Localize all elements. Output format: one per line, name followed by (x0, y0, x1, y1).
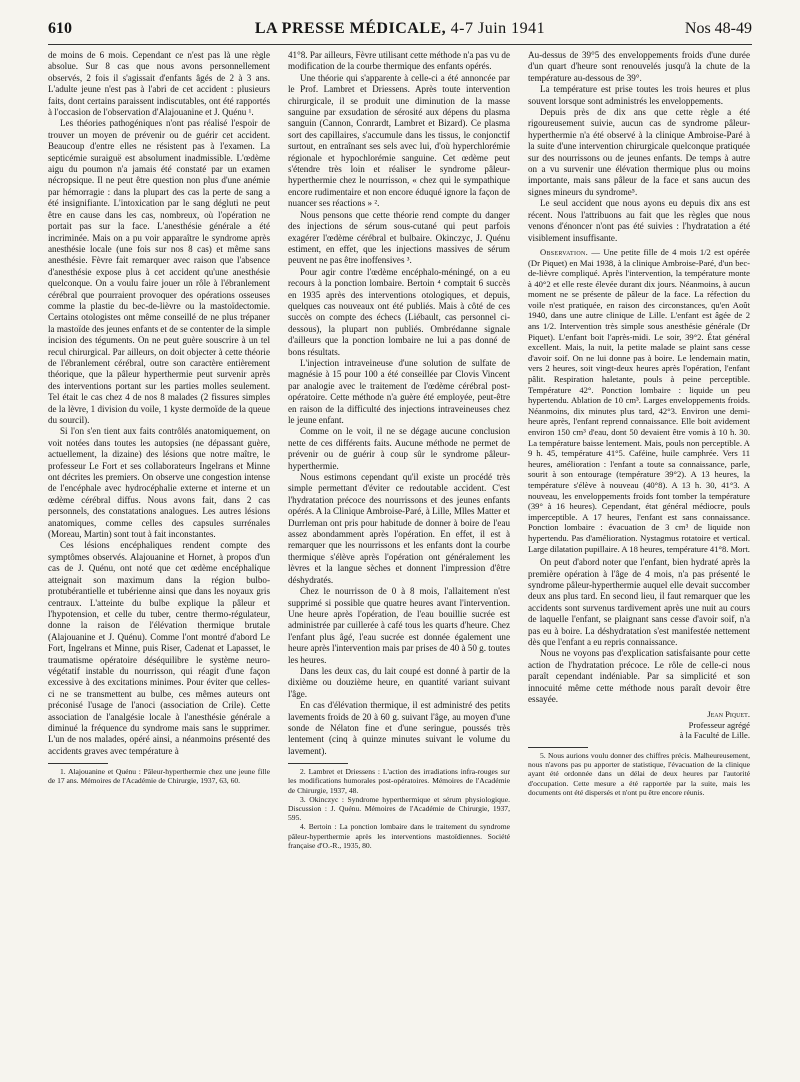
paragraph: Les théories pathogéniques n'ont pas réalisé l'espoir de trouver un moyen de prévenir ou de guérir cet accident. Beaucoup d'entre elles ne résistent pas à l'examen. La septicémie suraiguë est absolument inadmissible. L'œdème aigu du poumon n'a jamais été constaté par un examen nécropsique. Il ne peut être question non plus d'une anémie par hémorragie : dans la plupart des cas la perte de sang a été insignifiante. L'intoxication par le sang dégluti ne peut être en cause dans les cas, nombreux, où l'opération ne portait pas sur la face. L'anesthésie générale a été incriminée. Mais on a pu voir apparaître le syndrome après anesthésie locale (une fois sur nos 8 cas) et même sans anesthésie. Fèvre fait remarquer avec raison que l'absence d'anesthésie expose plus à cet accident qu'une anesthésie quelconque. On a voulu faire jouer un rôle à l'ébranlement cérébral que pourraient provoquer des opérations osseuses comme la plastie du bec-de-lièvre ou la mastoïdectomie. Certains otologistes ont même conseillé de ne plus trépaner la mastoïde des jeunes enfants et de se contenter de la simple incision des téguments. On ne peut guère souscrire à un tel recul chirurgical. Par ailleurs, on doit objecter à cette théorie de l'ébranlement cérébral, outre son caractère entièrement théorique, que la pâleur hyperthermie peut survenir après des interventions portant sur les parties molles seulement. Tel était le cas chez 4 de nos 8 malades (2 fissures simples de la lèvre, 1 division du voile, 1 kyste dermoïde de la queue du sourcil). (48, 118, 270, 425)
journal-header (48, 20, 752, 38)
author-title: Professeur agrégé (688, 719, 750, 730)
footnote: 3. Okinczyc : Syndrome hyperthermique et sérum physiologique. Discussion : J. Quénu. Mémoires de l'Académie de Chirurgie, 1937, 595. (288, 794, 510, 823)
footnote-rule (288, 763, 348, 764)
paragraph: Pour agir contre l'œdème encéphalo-méningé, on a eu recours à la ponction lombaire. Bertoin ⁴ comptait 6 succès en 1935 après des interventions otologiques, et depuis, quelques cas nouveaux ont été publiés. Mais à côté de ces succès on compte des échecs (Liébault, cas personnel ci-dessous), la plupart non publiés. Ombrédanne signale d'ailleurs que la ponction lombaire ne lui a pas donné de bons résultats. (288, 266, 510, 357)
footnote: 4. Bertoin : La ponction lombaire dans le traitement du syndrome pâleur-hyperthermie après les interventions mastoïdiennes. Société française d'O.-R., 1935, 80. (288, 822, 510, 850)
paragraph: Nous pensons que cette théorie rend compte du danger des injections de sérum sous-cutané qui peut parfois exagérer l'œdème cérébral et bulbaire. Okinczyc, J. Quénu estiment, en effet, que les injections massives de sérum peuvent ne pas être inoffensives ³. (288, 209, 510, 266)
observation-text: — Une petite fille de 4 mois 1/2 est opérée (Dr Piquet) en Mai 1938, à la clinique Ambroise-Paré, d'un bec-de-lièvre compliqué. Après l'intervention, la température monte à 40°2 et elle reste élevée durant dix jours. Néanmoins, à aucun moment ne se présente de pâleur de la face. La réfection du voile n'est pratiquée, en raison des circonstances, qu'en Août 1940, dans une autre clinique de Lille. L'enfant est âgée de 2 ans 1/2. Intervention très simple sous anesthésie générale (Dr Piquet). L'enfant boit l'après-midi. Le soir, 39°2. État général excellent. Mais, la nuit, la petite malade se plaint sans cesse d'avoir soif. On ne lui donne pas à boire. Le lendemain matin, vers 2 heures, soit vingt-deux heures après l'opération, l'enfant pâlit. Respiration haletante, pouls à peine perceptible. Température 42°. Ponction lombaire : liquide un peu hypertendu. Ablation de 10 cm³. Larges enveloppements froids. Néanmoins, dix minutes plus tard, 42°3. Environ une demi-heure après, l'enfant reprend connaissance. Elle boit avidement environ 150 cm³ d'eau, dont 50 devaient être vomis à 10 h. 30. La température baisse lentement. Mais, pouls non perceptible. A 9 h. 45, température 41°5. Caféine, huile camphrée. Vers 11 heures, amélioration : l'enfant a toute sa connaissance, parle, sourit à son entourage (température 39°2). A 13 heures, la température s'élève à nouveau (40°8). A 13 h. 30, 41°3. A nouveau, les enveloppements froids font tomber la température (39° à 16 heures). Cependant, état général médiocre, pouls imperceptible. A 17 heures, l'enfant est sans connaissance. Ponction lombaire : évacuation de 3 cm³ de liquide non hypertendu. Pas d'amélioration. Nystagmus rotatoire et vertical. Large dilatation pupillaire. A 18 heures, température 41°8. Mort. (528, 246, 750, 554)
paragraph: Le seul accident que nous ayons eu depuis dix ans est récent. Nous l'attribuons au fait que les règles que nous venons d'énoncer n'ont pas été suivies : l'hydratation a été visiblement insuffisante. (528, 198, 750, 243)
column-middle (288, 50, 510, 1050)
paragraph: de moins de 6 mois. Cependant ce n'est pas là une règle absolue. Sur 8 cas que nous avons personnellement observés, 2 fois il s'agissait d'enfants âgés de 2 à 3 ans. L'adulte jeune n'est pas à l'abri de cet accident : plusieurs faits, dont certains paraissent indiscutables, ont été rapportés à l'occasion de l'observation d'Alajouanine et J. Quénu ¹. (48, 50, 270, 118)
paragraph: L'injection intraveineuse d'une solution de sulfate de magnésie à 15 pour 100 a été conseillée par Clovis Vincent par analogie avec le traitement de l'œdème cérébral post-opératoire. Cette méthode n'a guère été employée, peut-être en raison de la difficulté des injections intraveineuses chez le jeune enfant. (288, 357, 510, 425)
footnote-rule (528, 747, 588, 748)
paragraph: La température est prise toutes les trois heures et plus souvent lorsque sont administrés les enveloppements. (528, 84, 750, 106)
header-rule (48, 44, 752, 45)
observation-section (528, 247, 750, 554)
paragraph: 41°8. Par ailleurs, Fèvre utilisant cette méthode n'a pas vu de modification de la courbe thermique des enfants opérés. (288, 50, 510, 72)
paragraph: Ces lésions encéphaliques rendent compte des symptômes observés. Alajouanine et Hornet, à propos d'un cas de J. Quénu, ont noté que cet œdème encéphalique atteignait son maximum dans la région bulbo-protubérantielle et tubérienne ainsi que dans les noyaux gris centraux. L'atteinte du bulbe explique la pâleur et l'hypotension, et celle du tuber, centre thermo-régulateur, donne la raison de l'élévation thermique brutale (Alajouanine et J. Quénu). Comme l'ont montré d'abord Le Fort, Ingelrans et Minne, puis Riser, Cadenat et Lapasset, le traumatisme opératoire déséquilibre le système neuro-végétatif instable du nourrisson, qui réagit d'une façon excessive à des excitations minimes. Pour éviter que celles-ci ne se transmettent au bulbe, ces mêmes auteurs ont préconisé l'usage de l'anoci (association de Crile). Cette association de l'analgésie locale à l'anesthésie générale a diminué la fréquence du syndrome mais sans le supprimer. L'un de nos malades, opéré ainsi, a néanmoins présenté des accidents graves avec température à (48, 540, 270, 756)
paragraph: Nous estimons cependant qu'il existe un procédé très simple permettant d'éviter ce redoutable accident. C'est l'hydratation précoce des nourrissons et des jeunes enfants opérés. A la Clinique Ambroise-Paré, à Lille, Mlles Matter et Durrleman ont pris pour habitude de donner à boire de l'eau assez abondamment après l'opération. En effet, il est à remarquer que les nourrissons et les enfants dont la courbe thermique s'élève après l'opération ont généralement les lèvres et la langue sèches et donnent l'impression d'être déshydratés. (288, 472, 510, 585)
paragraph: Comme on le voit, il ne se dégage aucune conclusion nette de ces différents faits. Aucune méthode ne permet de prévenir ou de guérir à coup sûr le syndrome pâleur-hyperthermie. (288, 426, 510, 471)
author-affiliation: à la Faculté de Lille. (679, 730, 750, 741)
paragraph: Dans les deux cas, du lait coupé est donné à partir de la dixième ou douzième heure, en quantité variant suivant l'âge. (288, 665, 510, 699)
footnote: 5. Nous aurions voulu donner des chiffres précis. Malheureusement, nous n'avons pas pu apporter de statistique, l'évacuation de la clinique ayant été ordonnée dans un délai de deux heures par l'autorité d'occupation. Cette mesure a été rapportée par la suite, mais les documents ont été dispersés et n'ont pu être encore réunis. (528, 750, 750, 797)
observation-heading: Observation. (540, 246, 589, 257)
issue-number: Nos 48-49 (684, 20, 752, 37)
footnote: 1. Alajouanine et Quénu : Pâleur-hyperthermie chez une jeune fille de 17 ans. Mémoires de l'Académie de Chirurgie, 1937, 63, 60. (48, 767, 270, 786)
paragraph: Si l'on s'en tient aux faits contrôlés anatomiquement, on voit notées dans toutes les autopsies (ne dépassant guère, actuellement, la dizaine) des lésions que notre maître, le professeur Le Fort et ses collaborateurs Ingelrans et Minne ont décrites les premiers. On observe une congestion intense de l'encéphale avec hydrocéphalie externe et interne et un œdème cérébral diffus. Nous avons fait, dans 2 cas personnels, des constatations analogues. Les autres lésions anatomiques, comme celles des capsules surrénales (Moreau, Martin) sont tout à fait inconstantes. (48, 426, 270, 540)
footnote-rule (48, 763, 108, 764)
author-signature (528, 709, 750, 741)
column-left (48, 50, 270, 1050)
paragraph: On peut d'abord noter que l'enfant, bien hydraté après la première opération à l'âge de 4 mois, n'a pas présenté le syndrome pâleur-hyperthermie auquel elle devait succomber deux ans plus tard. En second lieu, il faut remarquer que les accidents sont survenus tardivement après une nuit au cours de laquelle l'enfant, se plaignant sans cesse d'avoir soif, n'a pas eu à boire. La déshydratation s'est manifestée nettement dès que l'enfant a eu repris connaissance. (528, 557, 750, 647)
paragraph: Nous ne voyons pas d'explication satisfaisante pour cette action de l'hydratation précoce. Le rôle de celle-ci nous paraît cependant indéniable. Par sa simplicité et son innocuité même cette méthode nous paraît devoir être essayée. (528, 648, 750, 704)
paragraph: Une théorie qui s'apparente à celle-ci a été annoncée par le Prof. Lambret et Driessens. Après toute intervention chirurgicale, il se produit une diminution de la masse sanguine par exsudation de sérosité aux dépens du plasma sanguin (Cannon, Conrardt, Lambret et Bizard). Ce plasma sort des capillaires, s'accumule dans les tissus, le conjonctif surtout, en entraînant ses sels avec lui, d'où hyperchlorémie régionale et hypochlorémie sanguine. Cet œdème peut s'étendre très loin et réaliser le syndrome pâleur-hyperthermie chez le nourrisson, « chez qui le sympathique encore rudimentaire et non encore éduqué ignore la façon de nuancer ses réactions » ². (288, 72, 510, 209)
column-right (528, 50, 750, 1050)
paragraph: En cas d'élévation thermique, il est administré des petits lavements froids de 20 à 60 g. suivant l'âge, au moyen d'une sonde de Nélaton fine et d'une seringue, poussés très lentement (cinq à quinze minutes suivant le volume du lavement). (288, 700, 510, 756)
issue-date: 4-7 Juin 1941 (450, 20, 546, 37)
paragraph: Depuis près de dix ans que cette règle a été rigoureusement suivie, aucun cas de syndrome pâleur-hyperthermie n'a été observé à la clinique Ambroise-Paré à la suite d'une intervention chirurgicale quelconque pratiquée sur des nourrissons ou de jeunes enfants. De temps à autre on a vu survenir une élévation thermique plus ou moins importante, mais sans pâleur de la face et sans aucun des signes mineurs du syndrome⁵. (528, 107, 750, 197)
author-name: Jean Piquet. (707, 709, 750, 720)
page-number: 610 (48, 20, 72, 37)
footnote: 2. Lambret et Driessens : L'action des irradiations infra-rouges sur les modifications humorales post-opératoires. Mémoires de l'Académie de Chirurgie, 1937, 48. (288, 767, 510, 795)
page-header (48, 20, 752, 42)
journal-title: LA PRESSE MÉDICALE, (254, 20, 447, 37)
paragraph: Au-dessus de 39°5 des enveloppements froids d'une durée d'un quart d'heure sont renouvelés jusqu'à la chute de la température au-dessous de 39°. (528, 50, 750, 83)
paragraph: Chez le nourrisson de 0 à 8 mois, l'allaitement n'est supprimé si possible que quatre heures avant l'intervention. Une heure après l'opération, de l'eau bouillie sucrée est administrée par cuillerée à café tous les quarts d'heure. Chez l'enfant plus âgé, l'eau sucrée est donnée également une heure après l'intervention mais par prises de 40 à 50 g. toutes les heures. (288, 586, 510, 665)
